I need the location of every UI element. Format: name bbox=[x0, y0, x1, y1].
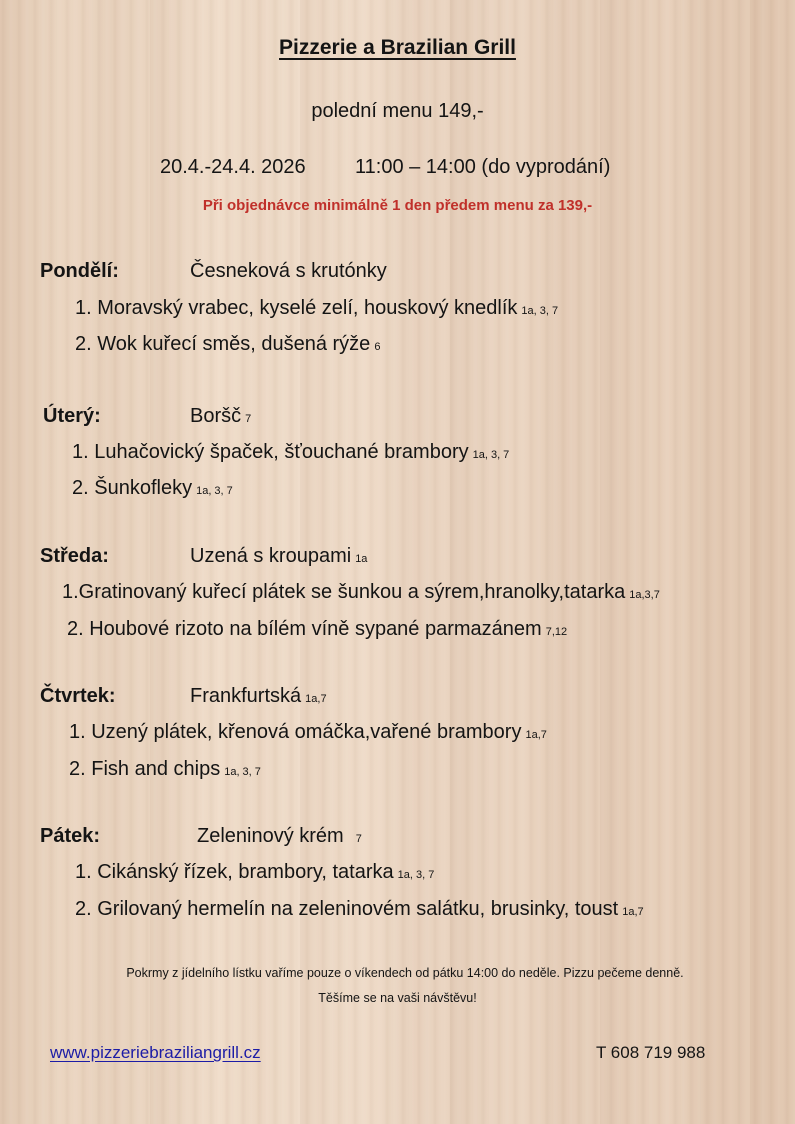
allergens: 1a, 3, 7 bbox=[397, 869, 435, 881]
menu-price-subtitle: polední menu 149,- bbox=[311, 100, 484, 122]
soup-thursday bbox=[190, 685, 327, 708]
allergens: 7 bbox=[245, 413, 252, 425]
day-label-thursday: Čtvrtek: bbox=[40, 685, 116, 707]
preorder-promo: Při objednávce minimálně 1 den předem menu za 139,- bbox=[202, 197, 593, 214]
allergens: 7 bbox=[355, 833, 362, 845]
dish-name: 1. Uzený plátek, křenová omáčka,vařené brambory bbox=[69, 721, 522, 743]
dish-name: 1.Gratinovaný kuřecí plátek se šunkou a sýrem,hranolky,tatarka bbox=[62, 581, 626, 603]
menu-hours: 11:00 – 14:00 (do vyprodání) bbox=[355, 156, 611, 178]
allergens: 1a bbox=[355, 553, 368, 565]
allergens: 1a, 3, 7 bbox=[472, 449, 510, 461]
dish-friday-1 bbox=[75, 861, 434, 884]
soup-name: Zeleninový krém bbox=[197, 825, 344, 847]
dish-thursday-1 bbox=[69, 721, 547, 744]
soup-name: Uzená s kroupami bbox=[190, 545, 352, 567]
dish-wednesday-2 bbox=[67, 618, 567, 641]
dish-tuesday-2 bbox=[72, 477, 233, 500]
dish-friday-2 bbox=[75, 898, 644, 921]
soup-monday bbox=[190, 260, 387, 283]
day-label-monday: Pondělí: bbox=[40, 260, 119, 282]
dish-name: 1. Moravský vrabec, kyselé zelí, houskový knedlík bbox=[75, 297, 518, 319]
day-label-wednesday: Středa: bbox=[40, 545, 109, 567]
dish-thursday-2 bbox=[69, 758, 261, 781]
allergens: 1a, 3, 7 bbox=[521, 305, 559, 317]
allergens: 1a,7 bbox=[305, 693, 327, 705]
menu-title bbox=[0, 36, 795, 60]
soup-tuesday bbox=[190, 405, 251, 428]
dish-name: 2. Šunkofleky bbox=[72, 477, 193, 499]
dish-monday-1 bbox=[75, 297, 558, 320]
weekend-note: Pokrmy z jídelního lístku vaříme pouze o víkendech od pátku 14:00 do neděle. Pizzu pečeme denně. bbox=[126, 966, 684, 980]
phone-number: T 608 719 988 bbox=[596, 1043, 706, 1062]
dish-name: 2. Fish and chips bbox=[69, 758, 221, 780]
dish-monday-2 bbox=[75, 333, 380, 356]
allergens: 1a, 3, 7 bbox=[196, 485, 233, 497]
dish-wednesday-1 bbox=[62, 581, 660, 604]
menu-dates: 20.4.-24.4. 2026 bbox=[160, 156, 306, 178]
dish-name: 2. Wok kuřecí směs, dušená rýže bbox=[75, 333, 371, 355]
day-label-friday: Pátek: bbox=[40, 825, 101, 847]
soup-name: Frankfurtská bbox=[190, 685, 302, 707]
allergens: 6 bbox=[374, 341, 381, 353]
website-link[interactable]: www.pizzeriebraziliangrill.cz bbox=[50, 1043, 261, 1062]
dish-name: 2. Houbové rizoto na bílém víně sypané parmazánem bbox=[67, 618, 542, 640]
menu-title-text: Pizzerie a Brazilian Grill bbox=[279, 36, 516, 59]
soup-name: Boršč bbox=[190, 405, 242, 427]
allergens: 7,12 bbox=[545, 626, 568, 638]
dish-name: 2. Grilovaný hermelín na zeleninovém salátku, brusinky, toust bbox=[75, 898, 619, 920]
soup-friday bbox=[197, 825, 362, 848]
dish-name: 1. Luhačovický špaček, šťouchané brambory bbox=[72, 441, 469, 463]
thanks-note: Těšíme se na vaši návštěvu! bbox=[318, 991, 477, 1005]
allergens: 1a,7 bbox=[622, 906, 644, 918]
day-label-tuesday: Úterý: bbox=[43, 405, 101, 427]
soup-name: Česneková s krutónky bbox=[190, 260, 387, 282]
dish-tuesday-1 bbox=[72, 441, 509, 464]
soup-wednesday bbox=[190, 545, 367, 568]
allergens: 1a,7 bbox=[525, 729, 547, 741]
allergens: 1a, 3, 7 bbox=[224, 766, 261, 778]
allergens: 1a,3,7 bbox=[629, 589, 660, 601]
dish-name: 1. Cikánský řízek, brambory, tatarka bbox=[75, 861, 394, 883]
